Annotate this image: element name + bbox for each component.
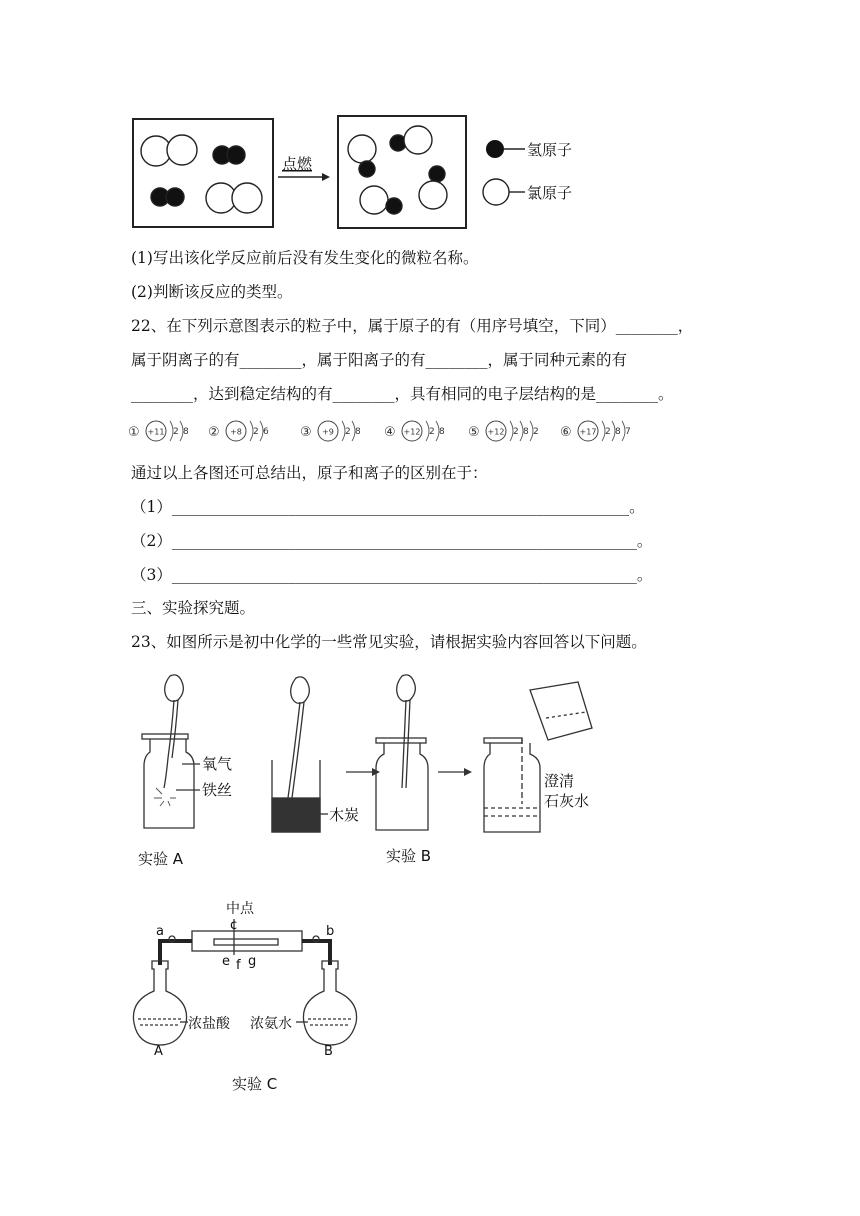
electron-count: 2: [605, 427, 611, 437]
exp-c-hcl: 浓盐酸: [188, 1016, 230, 1032]
particle-index: ⑥: [560, 425, 572, 440]
q22-line2: 属于阴离子的有________，属于阳离子的有________，属于同种元素的有: [131, 351, 628, 369]
exp-b-label-lime2: 石灰水: [544, 792, 590, 810]
arrow-label: 点燃: [282, 155, 313, 173]
particle-index: ⑤: [468, 425, 480, 440]
particle-4: [384, 421, 445, 441]
exp-b-pouring-beaker-icon: [530, 682, 592, 740]
exp-a-bottle: [142, 734, 194, 828]
exp-a-hand-icon: [164, 675, 183, 788]
legend-hydrogen-icon: [486, 140, 504, 158]
legend-chlorine-label: 氯原子: [527, 184, 573, 202]
chlorine-atom: [348, 135, 376, 163]
exp-c-nh3: 浓氨水: [250, 1016, 292, 1032]
nucleus-charge: +17: [579, 427, 597, 437]
particle-index: ②: [208, 425, 220, 440]
particle-diagrams: [128, 418, 668, 444]
particle-1: [128, 421, 189, 441]
reaction-diagram: [130, 114, 590, 234]
particle-2: [208, 421, 269, 441]
q22-line3: ________，达到稳定结构的有________，具有相同的电子层结构的是________。: [131, 385, 674, 403]
electron-count: 2: [173, 427, 179, 437]
exp-a-spark-icon: [154, 788, 176, 806]
q22-blank1: （1）___________________________________________________________。: [131, 498, 645, 516]
q22-summary: 通过以上各图还可总结出，原子和离子的区别在于：: [131, 464, 488, 482]
products-box: [338, 116, 466, 228]
particle-5: [468, 421, 539, 441]
exp-b-label-charcoal: 木炭: [329, 806, 360, 824]
hydrogen-atom: [227, 146, 245, 164]
q22-blank3: （3）____________________________________________________________。: [131, 566, 653, 584]
exp-a-label-wire: 铁丝: [202, 781, 233, 799]
particle-3: [300, 421, 361, 441]
exp-c-f: f: [236, 958, 241, 973]
q22-line1: 22、在下列示意图表示的粒子中，属于原子的有（用序号填空，下同）________，: [131, 317, 694, 335]
exp-c-caption: 实验 C: [232, 1075, 278, 1093]
electron-count: 7: [625, 427, 631, 437]
exp-c-B: B: [324, 1044, 333, 1059]
chlorine-atom: [167, 135, 197, 165]
experiment-ab-figure: [130, 668, 610, 873]
exp-c-g: g: [248, 954, 257, 969]
particle-index: ④: [384, 425, 396, 440]
electron-count: 2: [533, 427, 539, 437]
nucleus-charge: +12: [487, 427, 505, 437]
electron-count: 6: [263, 427, 269, 437]
exp-c-e: e: [222, 954, 230, 969]
exp-b-limewater-bottle: [484, 738, 540, 832]
hydrogen-atom: [386, 198, 402, 214]
electron-count: 2: [513, 427, 519, 437]
q22-blank2: （2）____________________________________________________________。: [131, 532, 653, 550]
electron-count: 8: [439, 427, 445, 437]
hydrogen-atom: [359, 161, 375, 177]
particle-6: [560, 421, 631, 441]
glass-tube: [192, 931, 302, 951]
exp-c-b: b: [326, 924, 335, 939]
chlorine-atom: [232, 183, 262, 213]
experiment-ab-svg: [130, 668, 610, 873]
experiment-c-figure: [130, 895, 370, 1095]
chlorine-atom: [404, 126, 432, 154]
q21-part2: (2)判断该反应的类型。: [131, 283, 293, 301]
chlorine-atom: [360, 186, 388, 214]
hydrogen-atom: [166, 188, 184, 206]
nucleus-charge: +12: [403, 427, 421, 437]
exp-c-midpoint: 中点: [226, 901, 254, 917]
q21-part1: (1)写出该化学反应前后没有发生变化的微粒名称。: [131, 249, 479, 267]
hydrogen-atom: [429, 166, 445, 182]
exp-c-A: A: [154, 1044, 163, 1059]
electron-count: 2: [345, 427, 351, 437]
electron-count: 8: [355, 427, 361, 437]
exp-b-hand-icon-2: [397, 675, 416, 788]
nucleus-charge: +11: [147, 427, 165, 437]
exp-a-label-oxygen: 氧气: [202, 755, 233, 773]
exp-a-caption: 实验 A: [138, 850, 184, 868]
experiment-c-svg: [130, 895, 370, 1095]
electron-count: 8: [183, 427, 189, 437]
flask-b: [303, 961, 356, 1045]
exp-b-caption: 实验 B: [386, 847, 432, 865]
q23-stem: 23、如图所示是初中化学的一些常见实验，请根据实验内容回答以下问题。: [131, 633, 647, 651]
legend-hydrogen-label: 氢原子: [527, 141, 573, 159]
reaction-svg: [130, 114, 590, 234]
chlorine-atom: [419, 181, 447, 209]
particle-index: ③: [300, 425, 312, 440]
electron-count: 2: [253, 427, 259, 437]
flask-a: [133, 961, 186, 1045]
exp-b-hand-icon-1: [288, 677, 309, 798]
nucleus-charge: +9: [322, 427, 334, 437]
particles-svg: [128, 418, 668, 444]
electron-count: 8: [615, 427, 621, 437]
legend-chlorine-icon: [483, 179, 509, 205]
particle-index: ①: [128, 425, 140, 440]
exp-c-a: a: [156, 924, 164, 939]
electron-count: 2: [429, 427, 435, 437]
nucleus-charge: +8: [230, 427, 242, 437]
section3-heading: 三、实验探究题。: [131, 599, 256, 617]
electron-count: 8: [523, 427, 529, 437]
exp-b-label-lime1: 澄清: [544, 772, 575, 790]
exp-c-c: c: [230, 918, 238, 933]
